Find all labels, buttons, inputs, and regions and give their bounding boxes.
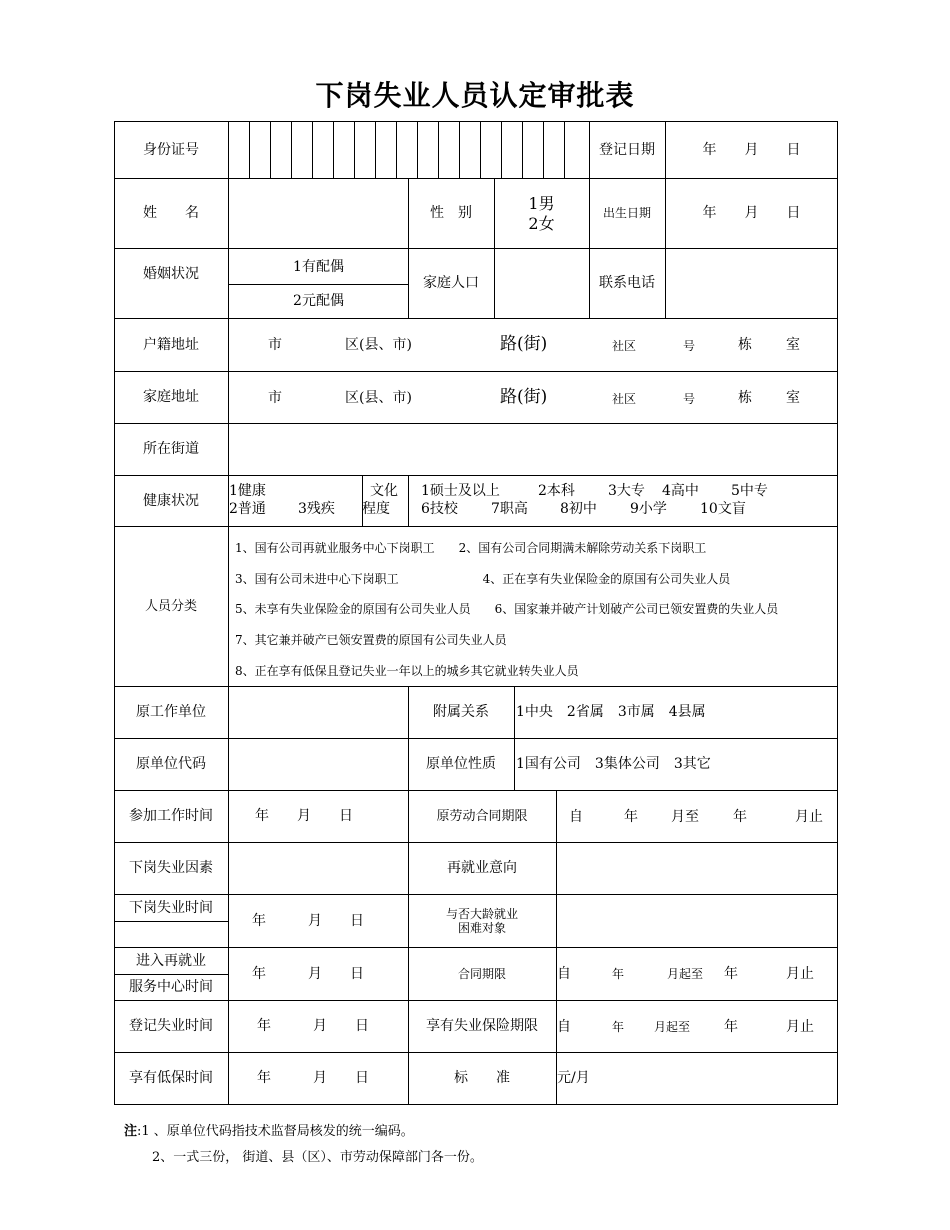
category-option[interactable]: 5、未享有失业保险金的原国有公司失业人员 6、国家兼并破产计划破产公司已领安置费的失业人员 (235, 602, 779, 616)
period-to: 月起至 (667, 967, 704, 981)
grid-line (837, 121, 838, 1104)
reemployment-center-label-1: 进入再就业 (136, 952, 206, 969)
category-option[interactable]: 7、其它兼并破产已领安置费的原国有公司失业人员 (235, 633, 507, 647)
insurance-period-field[interactable] (557, 1001, 837, 1052)
period-end: 月止 (795, 809, 823, 825)
home-address-label: 家庭地址 (143, 389, 199, 406)
address-district: 区(县、市) (345, 390, 412, 406)
education-option[interactable]: 7职高 (491, 501, 528, 517)
address-district: 区(县、市) (345, 337, 412, 353)
layoff-time-label: 下岗失业时间 (129, 899, 213, 916)
education-option[interactable]: 1硕士及以上 (421, 483, 500, 499)
employer-code-field[interactable] (229, 739, 408, 790)
address-city: 市 (268, 390, 282, 406)
employer-nature-label: 原单位性质 (426, 756, 496, 773)
grid-line (114, 1104, 838, 1105)
phone-label: 联系电话 (599, 275, 655, 292)
registration-date-field[interactable]: 年 月 日 (702, 141, 801, 158)
contract-term-label: 合同期限 (457, 966, 506, 981)
education-option[interactable]: 9小学 (630, 501, 667, 517)
category-option[interactable]: 1、国有公司再就业服务中心下岗职工 2、国有公司合同期满未解除劳动关系下岗职工 (235, 541, 707, 555)
phone-field[interactable] (666, 249, 837, 318)
elderly-hardship-line1: 与否大龄就业 (445, 906, 518, 921)
address-room: 室 (786, 337, 800, 353)
page-title: 下岗失业人员认定审批表 (315, 79, 635, 112)
street-label: 所在街道 (143, 441, 199, 458)
address-building: 栋 (738, 337, 752, 353)
category-label: 人员分类 (144, 598, 197, 614)
health-label: 健康状况 (143, 492, 199, 509)
grid-line (514, 686, 515, 790)
category-options[interactable] (229, 527, 837, 686)
health-option[interactable]: 3残疾 (298, 501, 335, 517)
education-option[interactable]: 10文盲 (700, 501, 746, 517)
education-option[interactable]: 3大专 (608, 483, 645, 499)
layoff-reason-field[interactable] (229, 843, 408, 894)
contract-period-field[interactable] (557, 791, 837, 842)
education-label-line2: 程度 (362, 501, 390, 517)
registration-date-label: 登记日期 (599, 141, 655, 158)
work-start-label: 参加工作时间 (129, 808, 213, 825)
gender-option-female[interactable]: 2女 (528, 213, 555, 233)
employer-code-label: 原单位代码 (136, 756, 206, 773)
address-building: 栋 (738, 390, 752, 406)
period-year-2: 年 (733, 809, 747, 825)
elderly-hardship-field[interactable] (557, 895, 837, 947)
employer-nature-options[interactable]: 1国有公司 3集体公司 3其它 (516, 756, 711, 773)
layoff-time-field[interactable]: 年 月 日 (252, 912, 364, 929)
category-option[interactable]: 8、正在享有低保且登记失业一年以上的城乡其它就业转失业人员 (235, 664, 579, 678)
note-prefix: 注 (124, 1124, 138, 1139)
period-to: 月起至 (654, 1020, 691, 1034)
education-label (362, 476, 408, 526)
education-option[interactable]: 8初中 (560, 501, 597, 517)
category-option[interactable]: 3、国有公司未进中心下岗职工 4、正在享有失业保险金的原国有公司失业人员 (235, 572, 731, 586)
affiliation-options[interactable]: 1中央 2省属 3市属 4县属 (516, 704, 706, 721)
education-option[interactable]: 5中专 (731, 483, 768, 499)
address-road: 路(街) (500, 387, 548, 407)
gender-label: 性 别 (430, 205, 472, 222)
reemployment-center-date-field[interactable]: 年 月 日 (252, 965, 364, 982)
household-size-label: 家庭人口 (423, 275, 479, 292)
gender-options[interactable] (494, 179, 589, 248)
original-employer-label: 原工作单位 (136, 704, 206, 721)
subsistence-time-field[interactable]: 年 月 日 (257, 1070, 369, 1087)
reemployment-center-label-2: 服务中心时间 (129, 979, 213, 996)
household-size-field[interactable] (495, 249, 589, 318)
affiliation-label: 附属关系 (433, 704, 489, 721)
original-employer-field[interactable] (229, 687, 408, 738)
address-city: 市 (268, 337, 282, 353)
subsistence-time-label: 享有低保时间 (129, 1070, 213, 1087)
address-road: 路(街) (500, 334, 548, 354)
unemployment-registration-field[interactable]: 年 月 日 (257, 1018, 369, 1035)
marriage-label: 婚姻状况 (143, 265, 199, 282)
marriage-option-married[interactable]: 1有配偶 (293, 258, 344, 275)
grid-line (114, 921, 228, 922)
marriage-option-unmarried[interactable]: 2元配偶 (293, 293, 344, 310)
period-end: 月止 (786, 1019, 814, 1035)
birth-date-field[interactable]: 年 月 日 (702, 205, 801, 222)
name-field[interactable] (229, 179, 408, 248)
education-label-line1: 文化 (370, 483, 398, 499)
street-field[interactable] (229, 424, 837, 475)
education-option[interactable]: 4高中 (662, 483, 699, 499)
standard-field[interactable]: 元/月 (557, 1070, 590, 1087)
health-option[interactable]: 2普通 (229, 501, 266, 517)
layoff-reason-label: 下岗失业因素 (129, 860, 213, 877)
note-text-1: :1 、原单位代码指技术监督局核发的统一编码。 (137, 1124, 414, 1139)
elderly-hardship-label (408, 895, 556, 947)
health-option[interactable]: 1健康 (229, 483, 266, 499)
insurance-period-label: 享有失业保险期限 (426, 1018, 538, 1035)
note-line-1 (124, 1120, 414, 1139)
period-year-2: 年 (724, 966, 738, 982)
period-from: 自 (557, 1019, 571, 1035)
registered-address-field[interactable] (229, 319, 837, 371)
period-end: 月止 (786, 966, 814, 982)
period-year-2: 年 (724, 1019, 738, 1035)
period-year-1: 年 (624, 809, 638, 825)
period-year-1: 年 (612, 967, 625, 981)
address-number: 号 (683, 339, 696, 353)
address-community: 社区 (612, 339, 637, 353)
birth-date-label: 出生日期 (602, 206, 651, 221)
id-number-label: 身份证号 (143, 141, 199, 158)
id-number-field[interactable] (229, 122, 588, 178)
contract-period-label: 原劳动合同期限 (436, 808, 528, 824)
note-line-2: 2、一式三份， 街道、县（区）、市劳动保障部门各一份。 (152, 1150, 483, 1165)
period-to: 月至 (671, 809, 699, 825)
address-number: 号 (683, 392, 696, 406)
contract-term-field[interactable] (557, 948, 837, 1000)
registered-address-label: 户籍地址 (143, 336, 199, 353)
education-options[interactable] (409, 476, 837, 526)
gender-option-male[interactable]: 1男 (528, 194, 555, 214)
period-from: 自 (557, 966, 571, 982)
standard-label: 标 准 (454, 1070, 510, 1087)
address-community: 社区 (612, 392, 637, 406)
education-option[interactable]: 2本科 (538, 483, 575, 499)
elderly-hardship-line2: 困难对象 (457, 921, 506, 935)
work-start-field[interactable]: 年 月 日 (255, 808, 353, 825)
health-options[interactable] (229, 476, 362, 526)
period-from: 自 (569, 809, 583, 825)
unemployment-registration-label: 登记失业时间 (129, 1018, 213, 1035)
reemployment-intent-label: 再就业意向 (447, 860, 517, 877)
home-address-field[interactable] (229, 372, 837, 423)
period-year-1: 年 (612, 1020, 625, 1034)
name-label: 姓 名 (143, 205, 199, 222)
education-option[interactable]: 6技校 (421, 501, 458, 517)
address-room: 室 (786, 390, 800, 406)
reemployment-intent-field[interactable] (557, 843, 837, 894)
